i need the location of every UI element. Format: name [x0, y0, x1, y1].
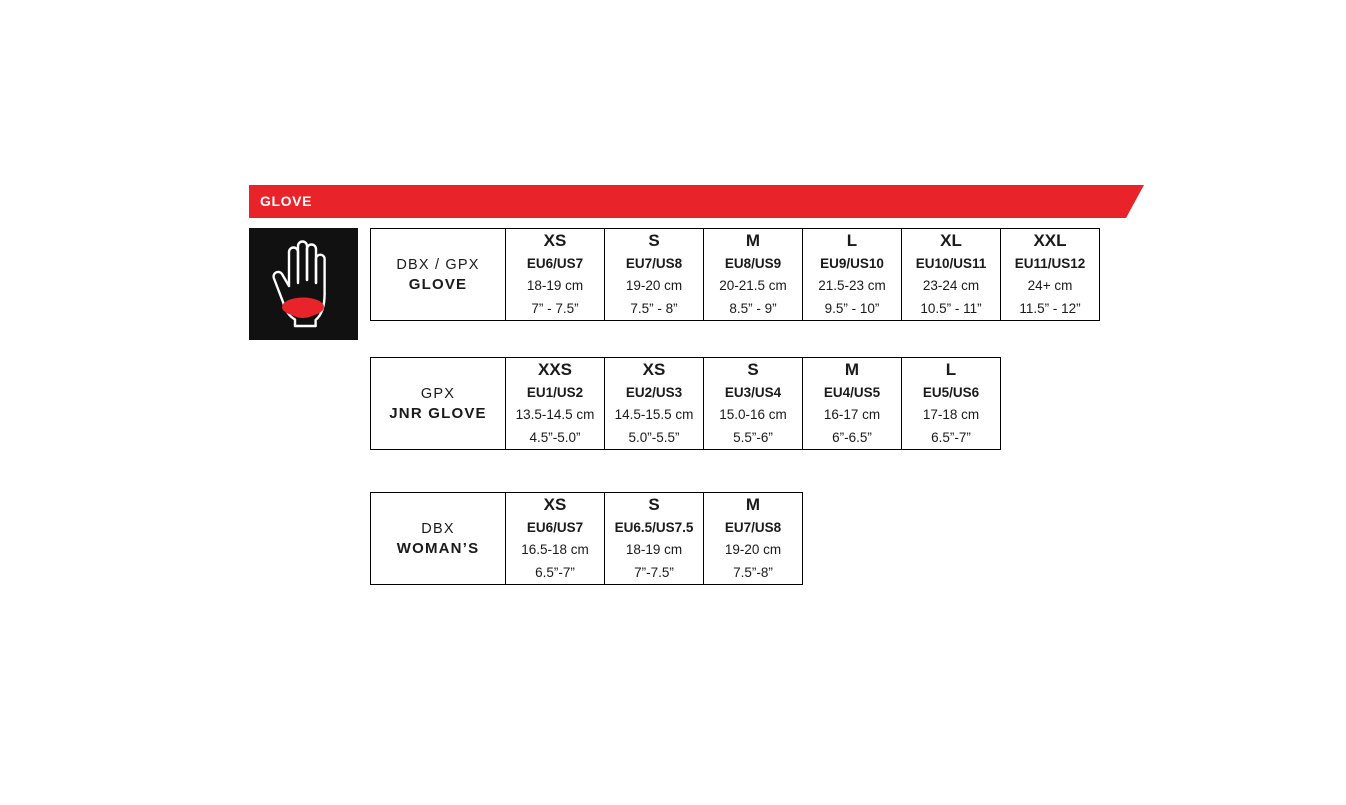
- size-cell-xs: [506, 229, 605, 321]
- size-table-jnr-glove: [370, 357, 1001, 450]
- size-inch: 7.5”-8”: [733, 565, 773, 580]
- size-name: L: [945, 360, 957, 379]
- size-cell-l: [902, 358, 1001, 450]
- size-name: M: [844, 360, 860, 379]
- size-name: XXS: [537, 360, 573, 379]
- banner-title: GLOVE: [260, 193, 313, 209]
- size-inch: 9.5” - 10”: [824, 301, 880, 316]
- row-label-bottom: JNR GLOVE: [389, 404, 487, 422]
- size-eu-us: EU2/US3: [625, 385, 683, 400]
- table-row: [371, 493, 803, 585]
- size-eu-us: EU5/US6: [922, 385, 980, 400]
- section-banner: [249, 185, 1144, 218]
- size-cell-m: [803, 358, 902, 450]
- size-eu-us: EU3/US4: [724, 385, 782, 400]
- size-cell-xxl: [1001, 229, 1100, 321]
- size-inch: 6”-6.5”: [832, 430, 872, 445]
- size-name: XS: [543, 231, 567, 250]
- size-name: XS: [642, 360, 666, 379]
- glove-hand-icon: [249, 228, 358, 340]
- size-inch: 10.5” - 11”: [920, 301, 982, 316]
- size-name: XXL: [1033, 231, 1067, 250]
- size-name: XS: [543, 495, 567, 514]
- glove-illustration-tile: [249, 228, 358, 340]
- size-name: XL: [940, 231, 962, 250]
- size-cm: 18-19 cm: [625, 542, 683, 557]
- size-cell-s: [704, 358, 803, 450]
- size-eu-us: EU8/US9: [724, 256, 782, 271]
- row-label-cell: [371, 229, 506, 321]
- size-eu-us: EU6/US7: [526, 520, 584, 535]
- size-inch: 5.5”-6”: [733, 430, 773, 445]
- size-cm: 24+ cm: [1027, 278, 1073, 293]
- size-inch: 4.5”-5.0”: [529, 430, 581, 445]
- size-name: S: [648, 231, 660, 250]
- row-label-top: DBX / GPX: [396, 256, 480, 273]
- size-cm: 16-17 cm: [823, 407, 881, 422]
- size-cell-s: [605, 229, 704, 321]
- size-inch: 7”-7.5”: [634, 565, 674, 580]
- size-name: M: [745, 231, 761, 250]
- size-name: S: [648, 495, 660, 514]
- size-inch: 6.5”-7”: [931, 430, 971, 445]
- size-cell-xs: [506, 493, 605, 585]
- size-name: M: [745, 495, 761, 514]
- size-cm: 17-18 cm: [922, 407, 980, 422]
- size-name: S: [747, 360, 759, 379]
- size-eu-us: EU1/US2: [526, 385, 584, 400]
- size-cell-xs: [605, 358, 704, 450]
- size-eu-us: EU4/US5: [823, 385, 881, 400]
- size-eu-us: EU6/US7: [526, 256, 584, 271]
- size-eu-us: EU7/US8: [724, 520, 782, 535]
- size-eu-us: EU10/US11: [915, 256, 987, 271]
- size-eu-us: EU11/US12: [1014, 256, 1086, 271]
- size-cell-m: [704, 229, 803, 321]
- size-cm: 19-20 cm: [625, 278, 683, 293]
- size-cell-xl: [902, 229, 1001, 321]
- size-cm: 14.5-15.5 cm: [614, 407, 694, 422]
- row-label-bottom: GLOVE: [408, 275, 468, 293]
- row-label-bottom: WOMAN’S: [396, 539, 480, 557]
- size-name: L: [846, 231, 858, 250]
- size-cm: 18-19 cm: [526, 278, 584, 293]
- size-cell-s: [605, 493, 704, 585]
- size-table-womans-glove: [370, 492, 803, 585]
- row-label-cell: [371, 358, 506, 450]
- size-inch: 7.5” - 8”: [630, 301, 678, 316]
- size-cm: 19-20 cm: [724, 542, 782, 557]
- table-row: [371, 229, 1100, 321]
- size-cell-l: [803, 229, 902, 321]
- row-label-top: GPX: [420, 385, 456, 402]
- size-cm: 16.5-18 cm: [521, 542, 589, 557]
- size-cell-m: [704, 493, 803, 585]
- size-cm: 13.5-14.5 cm: [515, 407, 595, 422]
- size-cm: 21.5-23 cm: [818, 278, 886, 293]
- size-cell-xxs: [506, 358, 605, 450]
- size-inch: 11.5” - 12”: [1019, 301, 1081, 316]
- size-inch: 7” - 7.5”: [531, 301, 579, 316]
- size-table-glove: [370, 228, 1100, 321]
- size-inch: 8.5” - 9”: [729, 301, 777, 316]
- size-eu-us: EU6.5/US7.5: [614, 520, 694, 535]
- size-inch: 5.0”-5.5”: [628, 430, 680, 445]
- size-eu-us: EU9/US10: [820, 256, 884, 271]
- size-cm: 15.0-16 cm: [719, 407, 787, 422]
- banner-shape: [249, 185, 1144, 218]
- table-row: [371, 358, 1001, 450]
- size-inch: 6.5”-7”: [535, 565, 575, 580]
- row-label-cell: [371, 493, 506, 585]
- size-eu-us: EU7/US8: [625, 256, 683, 271]
- size-cm: 20-21.5 cm: [719, 278, 787, 293]
- size-cm: 23-24 cm: [922, 278, 980, 293]
- row-label-top: DBX: [421, 520, 455, 537]
